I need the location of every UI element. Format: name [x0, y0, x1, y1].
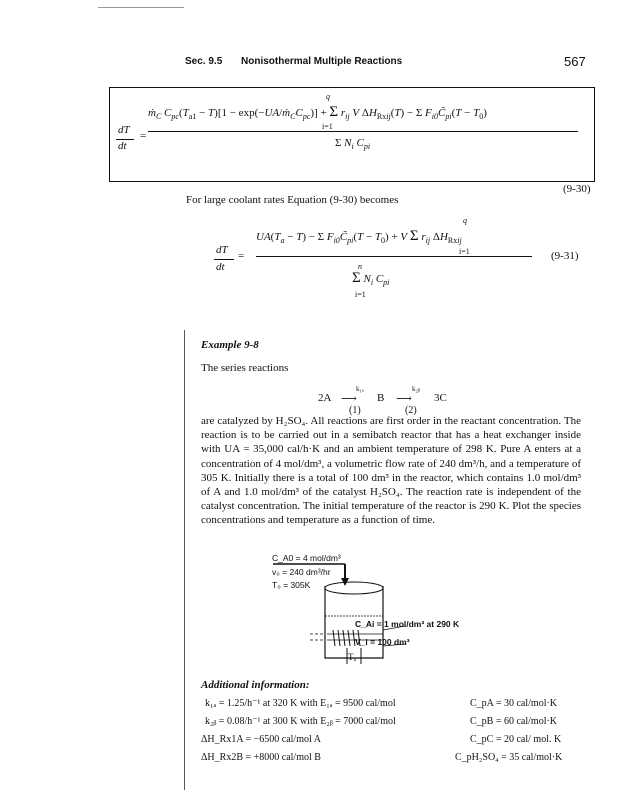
info-cpc: C_pC = 20 cal/ mol. K [470, 734, 562, 745]
example-intro: The series reactions [201, 362, 289, 374]
reactor-initial-conc: C_Ai = 1 mol/dm³ at 290 K [355, 619, 460, 629]
eq931-denominator: Σ $N_i$ $C_{pi}$ [352, 270, 390, 288]
eq930-equals: = [140, 130, 147, 142]
reaction-step-2: (2) [405, 405, 417, 416]
info-cpa: C_pA = 30 cal/mol·K [470, 698, 558, 709]
reactor-volume: V_i = 100 dm³ [355, 637, 410, 647]
top-rule [98, 7, 184, 8]
reactor-top-ellipse [325, 582, 383, 594]
equation-box-9-30 [109, 87, 595, 182]
reaction-arrow-1: ⟶ [341, 393, 357, 405]
feed-flow: v₀ = 240 dm³/hr [272, 567, 331, 577]
example-title: Example 9-8 [201, 339, 259, 351]
eq931-lhs-den: dt [216, 261, 225, 273]
running-title: Nonisothermal Multiple Reactions [241, 56, 403, 67]
eq931-sum-bottom: i=1 [459, 247, 470, 256]
coolant-temperature: Tₐ [348, 652, 356, 662]
eq930-sum-bottom: i=1 [322, 122, 333, 131]
para-large-coolant: For large coolant rates Equation (9-30) becomes [186, 194, 399, 206]
reaction-k2: k₂ᵦ [412, 385, 420, 393]
eq931-lhs-num: dT [216, 244, 228, 256]
eq930-denominator: Σ $N_i$ $C_{pi}$ [335, 137, 371, 152]
eq931-den-sum-top: n [358, 262, 362, 271]
reaction-reactant: 2A [318, 392, 332, 404]
info-cp-h2so4: C_pH₂SO₄ = 35 cal/mol·K [455, 752, 563, 763]
eq931-sum-top: q [463, 216, 467, 225]
feed-temperature: T₀ = 305K [272, 580, 311, 590]
info-cpb: C_pB = 60 cal/mol·K [470, 716, 558, 727]
example-sidebar-rule [184, 330, 185, 790]
info-k1a: k₁ₐ = 1.25/h⁻¹ at 320 K with E₁ₐ = 9500 cal/mol [205, 698, 396, 709]
example-paragraph: are catalyzed by H₂SO₄. All reactions are first order in the reactant concentration. The reaction is to be carried out in a semibatch reactor that has a heat exchanger inside with UA = 35,000 cal/h·K and an ambient temperature of 298 K. Pure A enters at a concentration of 4 mol/dm³, a volumetric flow rate of 240 dm³/h, and a temperature of 305 K. Initially there is a total of 100 dm³ in the reactor, which contains 1.0 mol/dm³ of A and 1.0 mol/dm³ of the catalyst H₂SO₄. The reaction rate is independent of the catalyst concentration. The initial temperature of the reactor is 290 K. Plot the species concentrations and temperature as a function of time. [201, 415, 581, 527]
eq931-den-sum-bottom: i=1 [355, 290, 366, 299]
eq931-number: (9-31) [551, 250, 579, 262]
info-dh-rx1a: ΔH_Rx1A = −6500 cal/mol A [201, 734, 321, 745]
info-dh-rx2b: ΔH_Rx2B = +8000 cal/mol B [201, 752, 321, 763]
eq931-numerator: $UA(T_a - T) - \Sigma$ $F_{i0}C̃_{pi}(T - T_0) + V$ Σ $r_{ij}$ $\Delta H_{Rxij}$ [256, 228, 462, 246]
section-label: Sec. 9.5 [185, 56, 223, 67]
eq931-equals: = [238, 250, 245, 262]
eq930-lhs-den: dt [118, 140, 127, 152]
reaction-arrow-2: ⟶ [396, 393, 412, 405]
reaction-k1: k₁ₐ [356, 385, 364, 393]
eq930-fraction-bar [148, 131, 578, 132]
eq930-number: (9-30) [563, 183, 591, 195]
reaction-intermediate: B [377, 392, 385, 404]
info-k2b: k₂ᵦ = 0.08/h⁻¹ at 300 K with E₂ᵦ = 7000 cal/mol [205, 716, 396, 727]
reaction-step-1: (1) [349, 405, 361, 416]
eq931-fraction-bar [256, 256, 532, 257]
additional-info-heading: Additional information: [201, 679, 310, 691]
reaction-product: 3C [434, 392, 447, 404]
eq931-lhs-bar [214, 259, 234, 260]
page-number: 567 [564, 54, 586, 69]
feed-concentration: C_A0 = 4 mol/dm³ [272, 553, 341, 563]
eq930-lhs-num: dT [118, 124, 130, 136]
reactor-diagram [255, 560, 595, 670]
eq930-sum-top: q [326, 92, 330, 101]
eq930-numerator: ṁ$_C$ $C_{pc}(T_{a1} - T)[1$ − $\exp(-UA/ṁ_CC_{pc})] + \Sigma$ $r_{ij}$ V $\Delta H_{Rxij}(T) - \Sigma$ $F_{i0}C̃_{pi}(T - T_0)$ [148, 104, 487, 122]
